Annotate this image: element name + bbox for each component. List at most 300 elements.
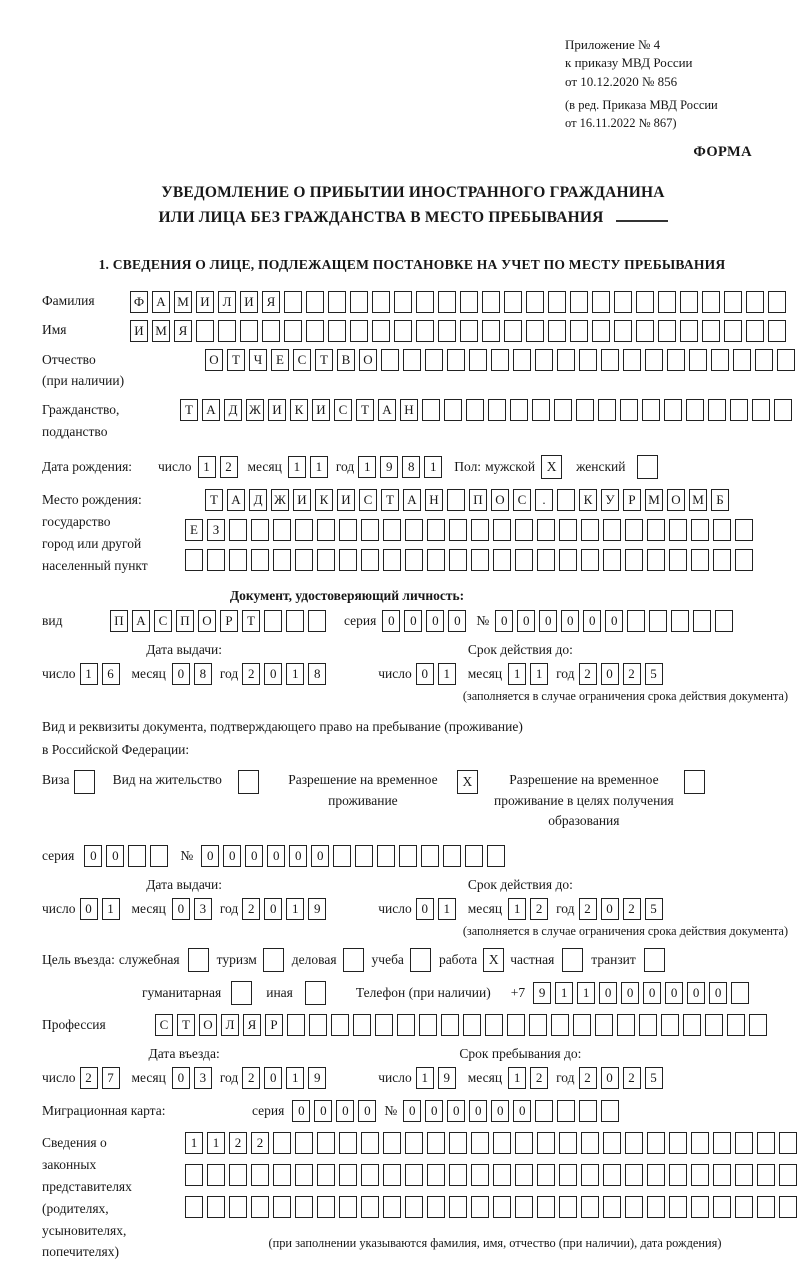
char-cell[interactable]: 1 — [438, 898, 456, 920]
char-cell[interactable] — [273, 1196, 291, 1218]
char-cell[interactable]: 0 — [311, 845, 329, 867]
purpose-private-checkbox[interactable] — [562, 948, 583, 972]
char-cell[interactable] — [757, 1196, 775, 1218]
char-cell[interactable]: 2 — [579, 663, 597, 685]
char-cell[interactable] — [482, 291, 500, 313]
char-cell[interactable] — [361, 1164, 379, 1186]
char-cell[interactable]: 2 — [623, 1067, 641, 1089]
char-cell[interactable]: Р — [265, 1014, 283, 1036]
char-cell[interactable] — [746, 291, 764, 313]
char-cell[interactable] — [592, 291, 610, 313]
char-cell[interactable] — [752, 399, 770, 421]
char-cell[interactable] — [405, 1196, 423, 1218]
char-cell[interactable] — [469, 349, 487, 371]
char-cell[interactable]: В — [337, 349, 355, 371]
char-cell[interactable]: 0 — [267, 845, 285, 867]
char-cell[interactable] — [515, 549, 533, 571]
char-cell[interactable] — [535, 1100, 553, 1122]
char-cell[interactable] — [537, 1164, 555, 1186]
char-cell[interactable]: Д — [249, 489, 267, 511]
char-cell[interactable]: 0 — [201, 845, 219, 867]
char-cell[interactable] — [669, 1196, 687, 1218]
char-cell[interactable]: 0 — [292, 1100, 310, 1122]
char-cell[interactable] — [465, 845, 483, 867]
char-cell[interactable]: 0 — [245, 845, 263, 867]
char-cell[interactable] — [353, 1014, 371, 1036]
char-cell[interactable] — [559, 519, 577, 541]
sex-male-checkbox[interactable]: X — [541, 455, 562, 479]
char-cell[interactable] — [603, 1132, 621, 1154]
char-cell[interactable] — [603, 1196, 621, 1218]
char-cell[interactable] — [339, 1196, 357, 1218]
char-cell[interactable]: 1 — [102, 898, 120, 920]
char-cell[interactable] — [273, 1132, 291, 1154]
char-cell[interactable] — [317, 519, 335, 541]
char-cell[interactable] — [691, 549, 709, 571]
char-cell[interactable] — [774, 399, 792, 421]
char-cell[interactable]: 0 — [583, 610, 601, 632]
char-cell[interactable]: 9 — [308, 1067, 326, 1089]
char-cell[interactable] — [548, 320, 566, 342]
char-cell[interactable] — [425, 349, 443, 371]
char-cell[interactable] — [394, 291, 412, 313]
char-cell[interactable]: 2 — [242, 1067, 260, 1089]
char-cell[interactable] — [372, 320, 390, 342]
char-cell[interactable] — [768, 320, 786, 342]
char-cell[interactable] — [317, 1196, 335, 1218]
char-cell[interactable]: П — [176, 610, 194, 632]
char-cell[interactable] — [510, 399, 528, 421]
char-cell[interactable] — [667, 349, 685, 371]
char-cell[interactable]: К — [290, 399, 308, 421]
char-cell[interactable]: О — [198, 610, 216, 632]
char-cell[interactable]: Р — [220, 610, 238, 632]
char-cell[interactable] — [150, 845, 168, 867]
char-cell[interactable] — [515, 1132, 533, 1154]
purpose-work-checkbox[interactable]: X — [483, 948, 504, 972]
char-cell[interactable]: С — [513, 489, 531, 511]
char-cell[interactable] — [295, 519, 313, 541]
char-cell[interactable] — [471, 549, 489, 571]
char-cell[interactable]: 2 — [80, 1067, 98, 1089]
char-cell[interactable] — [229, 549, 247, 571]
char-cell[interactable] — [724, 320, 742, 342]
char-cell[interactable] — [317, 1164, 335, 1186]
purpose-other-checkbox[interactable] — [305, 981, 326, 1005]
char-cell[interactable]: 1 — [198, 456, 216, 478]
char-cell[interactable] — [493, 1196, 511, 1218]
char-cell[interactable] — [647, 1164, 665, 1186]
char-cell[interactable] — [443, 845, 461, 867]
char-cell[interactable] — [372, 291, 390, 313]
char-cell[interactable]: 1 — [80, 663, 98, 685]
char-cell[interactable] — [647, 1196, 665, 1218]
char-cell[interactable]: А — [378, 399, 396, 421]
char-cell[interactable]: 3 — [194, 898, 212, 920]
char-cell[interactable] — [686, 399, 704, 421]
char-cell[interactable]: 1 — [416, 1067, 434, 1089]
char-cell[interactable] — [427, 1132, 445, 1154]
char-cell[interactable]: З — [207, 519, 225, 541]
char-cell[interactable] — [625, 1132, 643, 1154]
char-cell[interactable] — [724, 291, 742, 313]
temp-permit-checkbox[interactable]: X — [457, 770, 478, 794]
char-cell[interactable]: . — [535, 489, 553, 511]
char-cell[interactable]: Т — [356, 399, 374, 421]
char-cell[interactable]: 0 — [314, 1100, 332, 1122]
char-cell[interactable] — [680, 291, 698, 313]
char-cell[interactable] — [444, 399, 462, 421]
char-cell[interactable] — [625, 519, 643, 541]
char-cell[interactable] — [713, 1132, 731, 1154]
char-cell[interactable] — [581, 1132, 599, 1154]
char-cell[interactable] — [573, 1014, 591, 1036]
char-cell[interactable]: И — [196, 291, 214, 313]
char-cell[interactable] — [286, 610, 304, 632]
char-cell[interactable] — [196, 320, 214, 342]
char-cell[interactable] — [576, 399, 594, 421]
char-cell[interactable]: И — [312, 399, 330, 421]
char-cell[interactable] — [185, 549, 203, 571]
visa-checkbox[interactable] — [74, 770, 95, 794]
char-cell[interactable]: 2 — [220, 456, 238, 478]
char-cell[interactable] — [350, 291, 368, 313]
char-cell[interactable] — [251, 1196, 269, 1218]
purpose-study-checkbox[interactable] — [410, 948, 431, 972]
char-cell[interactable] — [273, 549, 291, 571]
char-cell[interactable] — [295, 549, 313, 571]
char-cell[interactable] — [537, 549, 555, 571]
char-cell[interactable] — [649, 610, 667, 632]
char-cell[interactable]: 2 — [251, 1132, 269, 1154]
char-cell[interactable] — [623, 349, 641, 371]
char-cell[interactable] — [306, 291, 324, 313]
char-cell[interactable] — [581, 519, 599, 541]
char-cell[interactable]: 1 — [288, 456, 306, 478]
char-cell[interactable] — [749, 1014, 767, 1036]
char-cell[interactable] — [449, 1132, 467, 1154]
char-cell[interactable]: 2 — [623, 898, 641, 920]
char-cell[interactable]: Т — [381, 489, 399, 511]
char-cell[interactable] — [295, 1196, 313, 1218]
char-cell[interactable] — [529, 1014, 547, 1036]
char-cell[interactable] — [438, 320, 456, 342]
char-cell[interactable]: 0 — [106, 845, 124, 867]
char-cell[interactable]: Л — [221, 1014, 239, 1036]
char-cell[interactable] — [308, 610, 326, 632]
char-cell[interactable] — [603, 519, 621, 541]
char-cell[interactable]: 2 — [242, 898, 260, 920]
char-cell[interactable] — [427, 1164, 445, 1186]
char-cell[interactable] — [394, 320, 412, 342]
char-cell[interactable] — [333, 845, 351, 867]
char-cell[interactable]: 0 — [517, 610, 535, 632]
char-cell[interactable]: 2 — [530, 898, 548, 920]
char-cell[interactable] — [625, 1164, 643, 1186]
char-cell[interactable] — [551, 1014, 569, 1036]
char-cell[interactable]: 9 — [533, 982, 551, 1004]
char-cell[interactable] — [441, 1014, 459, 1036]
char-cell[interactable]: 0 — [358, 1100, 376, 1122]
char-cell[interactable] — [691, 1164, 709, 1186]
char-cell[interactable] — [375, 1014, 393, 1036]
char-cell[interactable] — [713, 549, 731, 571]
char-cell[interactable] — [361, 519, 379, 541]
char-cell[interactable] — [548, 291, 566, 313]
char-cell[interactable] — [185, 1196, 203, 1218]
char-cell[interactable]: 1 — [286, 1067, 304, 1089]
char-cell[interactable] — [705, 1014, 723, 1036]
char-cell[interactable] — [331, 1014, 349, 1036]
char-cell[interactable]: С — [154, 610, 172, 632]
char-cell[interactable] — [317, 549, 335, 571]
char-cell[interactable]: Р — [623, 489, 641, 511]
char-cell[interactable] — [713, 1164, 731, 1186]
char-cell[interactable] — [592, 320, 610, 342]
char-cell[interactable]: 8 — [308, 663, 326, 685]
char-cell[interactable] — [515, 519, 533, 541]
char-cell[interactable] — [427, 1196, 445, 1218]
char-cell[interactable] — [636, 291, 654, 313]
char-cell[interactable] — [383, 519, 401, 541]
char-cell[interactable] — [383, 1132, 401, 1154]
char-cell[interactable] — [693, 610, 711, 632]
char-cell[interactable]: М — [152, 320, 170, 342]
char-cell[interactable] — [438, 291, 456, 313]
char-cell[interactable] — [557, 489, 575, 511]
char-cell[interactable]: 0 — [264, 663, 282, 685]
char-cell[interactable] — [757, 1164, 775, 1186]
char-cell[interactable]: 0 — [687, 982, 705, 1004]
char-cell[interactable] — [405, 549, 423, 571]
char-cell[interactable] — [581, 1164, 599, 1186]
char-cell[interactable]: 9 — [380, 456, 398, 478]
char-cell[interactable]: 0 — [80, 898, 98, 920]
char-cell[interactable] — [419, 1014, 437, 1036]
char-cell[interactable] — [447, 349, 465, 371]
char-cell[interactable] — [669, 519, 687, 541]
char-cell[interactable] — [207, 549, 225, 571]
char-cell[interactable]: 2 — [530, 1067, 548, 1089]
char-cell[interactable]: У — [601, 489, 619, 511]
char-cell[interactable]: 1 — [508, 663, 526, 685]
char-cell[interactable]: 1 — [438, 663, 456, 685]
purpose-tourism-checkbox[interactable] — [263, 948, 284, 972]
char-cell[interactable]: Л — [218, 291, 236, 313]
char-cell[interactable] — [350, 320, 368, 342]
char-cell[interactable] — [537, 1196, 555, 1218]
char-cell[interactable] — [507, 1014, 525, 1036]
char-cell[interactable] — [777, 349, 795, 371]
char-cell[interactable] — [683, 1014, 701, 1036]
char-cell[interactable] — [185, 1164, 203, 1186]
char-cell[interactable] — [361, 1132, 379, 1154]
char-cell[interactable] — [735, 1196, 753, 1218]
char-cell[interactable] — [128, 845, 146, 867]
char-cell[interactable]: А — [152, 291, 170, 313]
char-cell[interactable] — [642, 399, 660, 421]
char-cell[interactable] — [768, 291, 786, 313]
char-cell[interactable] — [491, 349, 509, 371]
char-cell[interactable] — [361, 549, 379, 571]
char-cell[interactable]: Т — [227, 349, 245, 371]
char-cell[interactable]: 0 — [447, 1100, 465, 1122]
char-cell[interactable] — [405, 519, 423, 541]
char-cell[interactable]: 1 — [185, 1132, 203, 1154]
char-cell[interactable]: 8 — [194, 663, 212, 685]
char-cell[interactable]: 0 — [605, 610, 623, 632]
char-cell[interactable]: Т — [205, 489, 223, 511]
char-cell[interactable] — [471, 1164, 489, 1186]
char-cell[interactable] — [711, 349, 729, 371]
char-cell[interactable] — [463, 1014, 481, 1036]
char-cell[interactable] — [487, 845, 505, 867]
char-cell[interactable] — [471, 519, 489, 541]
char-cell[interactable] — [779, 1196, 797, 1218]
residence-permit-checkbox[interactable] — [238, 770, 259, 794]
char-cell[interactable]: 2 — [579, 898, 597, 920]
edu-permit-checkbox[interactable] — [684, 770, 705, 794]
char-cell[interactable] — [535, 349, 553, 371]
char-cell[interactable] — [579, 349, 597, 371]
char-cell[interactable]: 2 — [229, 1132, 247, 1154]
char-cell[interactable] — [361, 1196, 379, 1218]
char-cell[interactable] — [627, 610, 645, 632]
char-cell[interactable] — [639, 1014, 657, 1036]
char-cell[interactable]: Е — [185, 519, 203, 541]
char-cell[interactable] — [273, 1164, 291, 1186]
char-cell[interactable] — [713, 1196, 731, 1218]
char-cell[interactable] — [645, 349, 663, 371]
char-cell[interactable] — [482, 320, 500, 342]
char-cell[interactable]: 0 — [621, 982, 639, 1004]
char-cell[interactable]: 1 — [286, 663, 304, 685]
char-cell[interactable]: С — [334, 399, 352, 421]
char-cell[interactable] — [691, 519, 709, 541]
char-cell[interactable]: Б — [711, 489, 729, 511]
char-cell[interactable]: И — [130, 320, 148, 342]
char-cell[interactable] — [284, 320, 302, 342]
char-cell[interactable]: 3 — [194, 1067, 212, 1089]
char-cell[interactable]: 0 — [172, 1067, 190, 1089]
char-cell[interactable]: 0 — [404, 610, 422, 632]
char-cell[interactable]: О — [491, 489, 509, 511]
char-cell[interactable] — [493, 549, 511, 571]
char-cell[interactable]: 0 — [403, 1100, 421, 1122]
char-cell[interactable]: 2 — [242, 663, 260, 685]
char-cell[interactable]: Н — [400, 399, 418, 421]
char-cell[interactable] — [570, 291, 588, 313]
char-cell[interactable]: Т — [180, 399, 198, 421]
char-cell[interactable] — [620, 399, 638, 421]
char-cell[interactable] — [240, 320, 258, 342]
char-cell[interactable]: 1 — [508, 898, 526, 920]
char-cell[interactable]: И — [337, 489, 355, 511]
char-cell[interactable]: 0 — [425, 1100, 443, 1122]
char-cell[interactable] — [328, 320, 346, 342]
char-cell[interactable]: Ж — [271, 489, 289, 511]
char-cell[interactable]: О — [359, 349, 377, 371]
char-cell[interactable]: И — [240, 291, 258, 313]
char-cell[interactable] — [735, 519, 753, 541]
char-cell[interactable]: 5 — [645, 898, 663, 920]
char-cell[interactable]: 1 — [508, 1067, 526, 1089]
char-cell[interactable] — [207, 1164, 225, 1186]
char-cell[interactable]: 0 — [513, 1100, 531, 1122]
char-cell[interactable]: 1 — [577, 982, 595, 1004]
char-cell[interactable]: 0 — [172, 663, 190, 685]
char-cell[interactable]: С — [359, 489, 377, 511]
char-cell[interactable] — [601, 1100, 619, 1122]
char-cell[interactable]: 0 — [599, 982, 617, 1004]
char-cell[interactable]: 0 — [448, 610, 466, 632]
char-cell[interactable] — [383, 549, 401, 571]
char-cell[interactable]: 0 — [601, 1067, 619, 1089]
sex-female-checkbox[interactable] — [637, 455, 658, 479]
char-cell[interactable] — [399, 845, 417, 867]
char-cell[interactable] — [664, 399, 682, 421]
char-cell[interactable]: 1 — [555, 982, 573, 1004]
char-cell[interactable] — [581, 549, 599, 571]
char-cell[interactable]: 0 — [491, 1100, 509, 1122]
char-cell[interactable] — [715, 610, 733, 632]
char-cell[interactable]: 0 — [561, 610, 579, 632]
char-cell[interactable]: 5 — [645, 663, 663, 685]
char-cell[interactable] — [309, 1014, 327, 1036]
char-cell[interactable] — [702, 320, 720, 342]
char-cell[interactable] — [702, 291, 720, 313]
char-cell[interactable] — [713, 519, 731, 541]
char-cell[interactable] — [485, 1014, 503, 1036]
char-cell[interactable] — [229, 1164, 247, 1186]
char-cell[interactable]: П — [110, 610, 128, 632]
char-cell[interactable]: Д — [224, 399, 242, 421]
purpose-humanitarian-checkbox[interactable] — [231, 981, 252, 1005]
char-cell[interactable] — [598, 399, 616, 421]
char-cell[interactable] — [504, 291, 522, 313]
char-cell[interactable]: 9 — [308, 898, 326, 920]
char-cell[interactable] — [493, 1132, 511, 1154]
char-cell[interactable] — [251, 1164, 269, 1186]
char-cell[interactable] — [735, 1132, 753, 1154]
char-cell[interactable]: 0 — [264, 898, 282, 920]
char-cell[interactable]: 0 — [264, 1067, 282, 1089]
char-cell[interactable]: 0 — [382, 610, 400, 632]
char-cell[interactable] — [383, 1164, 401, 1186]
char-cell[interactable] — [449, 549, 467, 571]
char-cell[interactable]: О — [199, 1014, 217, 1036]
char-cell[interactable]: 1 — [424, 456, 442, 478]
char-cell[interactable] — [559, 1196, 577, 1218]
char-cell[interactable] — [559, 1164, 577, 1186]
char-cell[interactable] — [671, 610, 689, 632]
char-cell[interactable] — [603, 1164, 621, 1186]
char-cell[interactable] — [273, 519, 291, 541]
char-cell[interactable] — [377, 845, 395, 867]
char-cell[interactable] — [207, 1196, 225, 1218]
char-cell[interactable] — [755, 349, 773, 371]
char-cell[interactable] — [405, 1132, 423, 1154]
char-cell[interactable] — [731, 982, 749, 1004]
char-cell[interactable]: Ж — [246, 399, 264, 421]
char-cell[interactable] — [661, 1014, 679, 1036]
char-cell[interactable]: 0 — [709, 982, 727, 1004]
char-cell[interactable] — [557, 1100, 575, 1122]
char-cell[interactable] — [295, 1164, 313, 1186]
char-cell[interactable] — [339, 549, 357, 571]
char-cell[interactable]: 1 — [530, 663, 548, 685]
char-cell[interactable]: 0 — [416, 898, 434, 920]
